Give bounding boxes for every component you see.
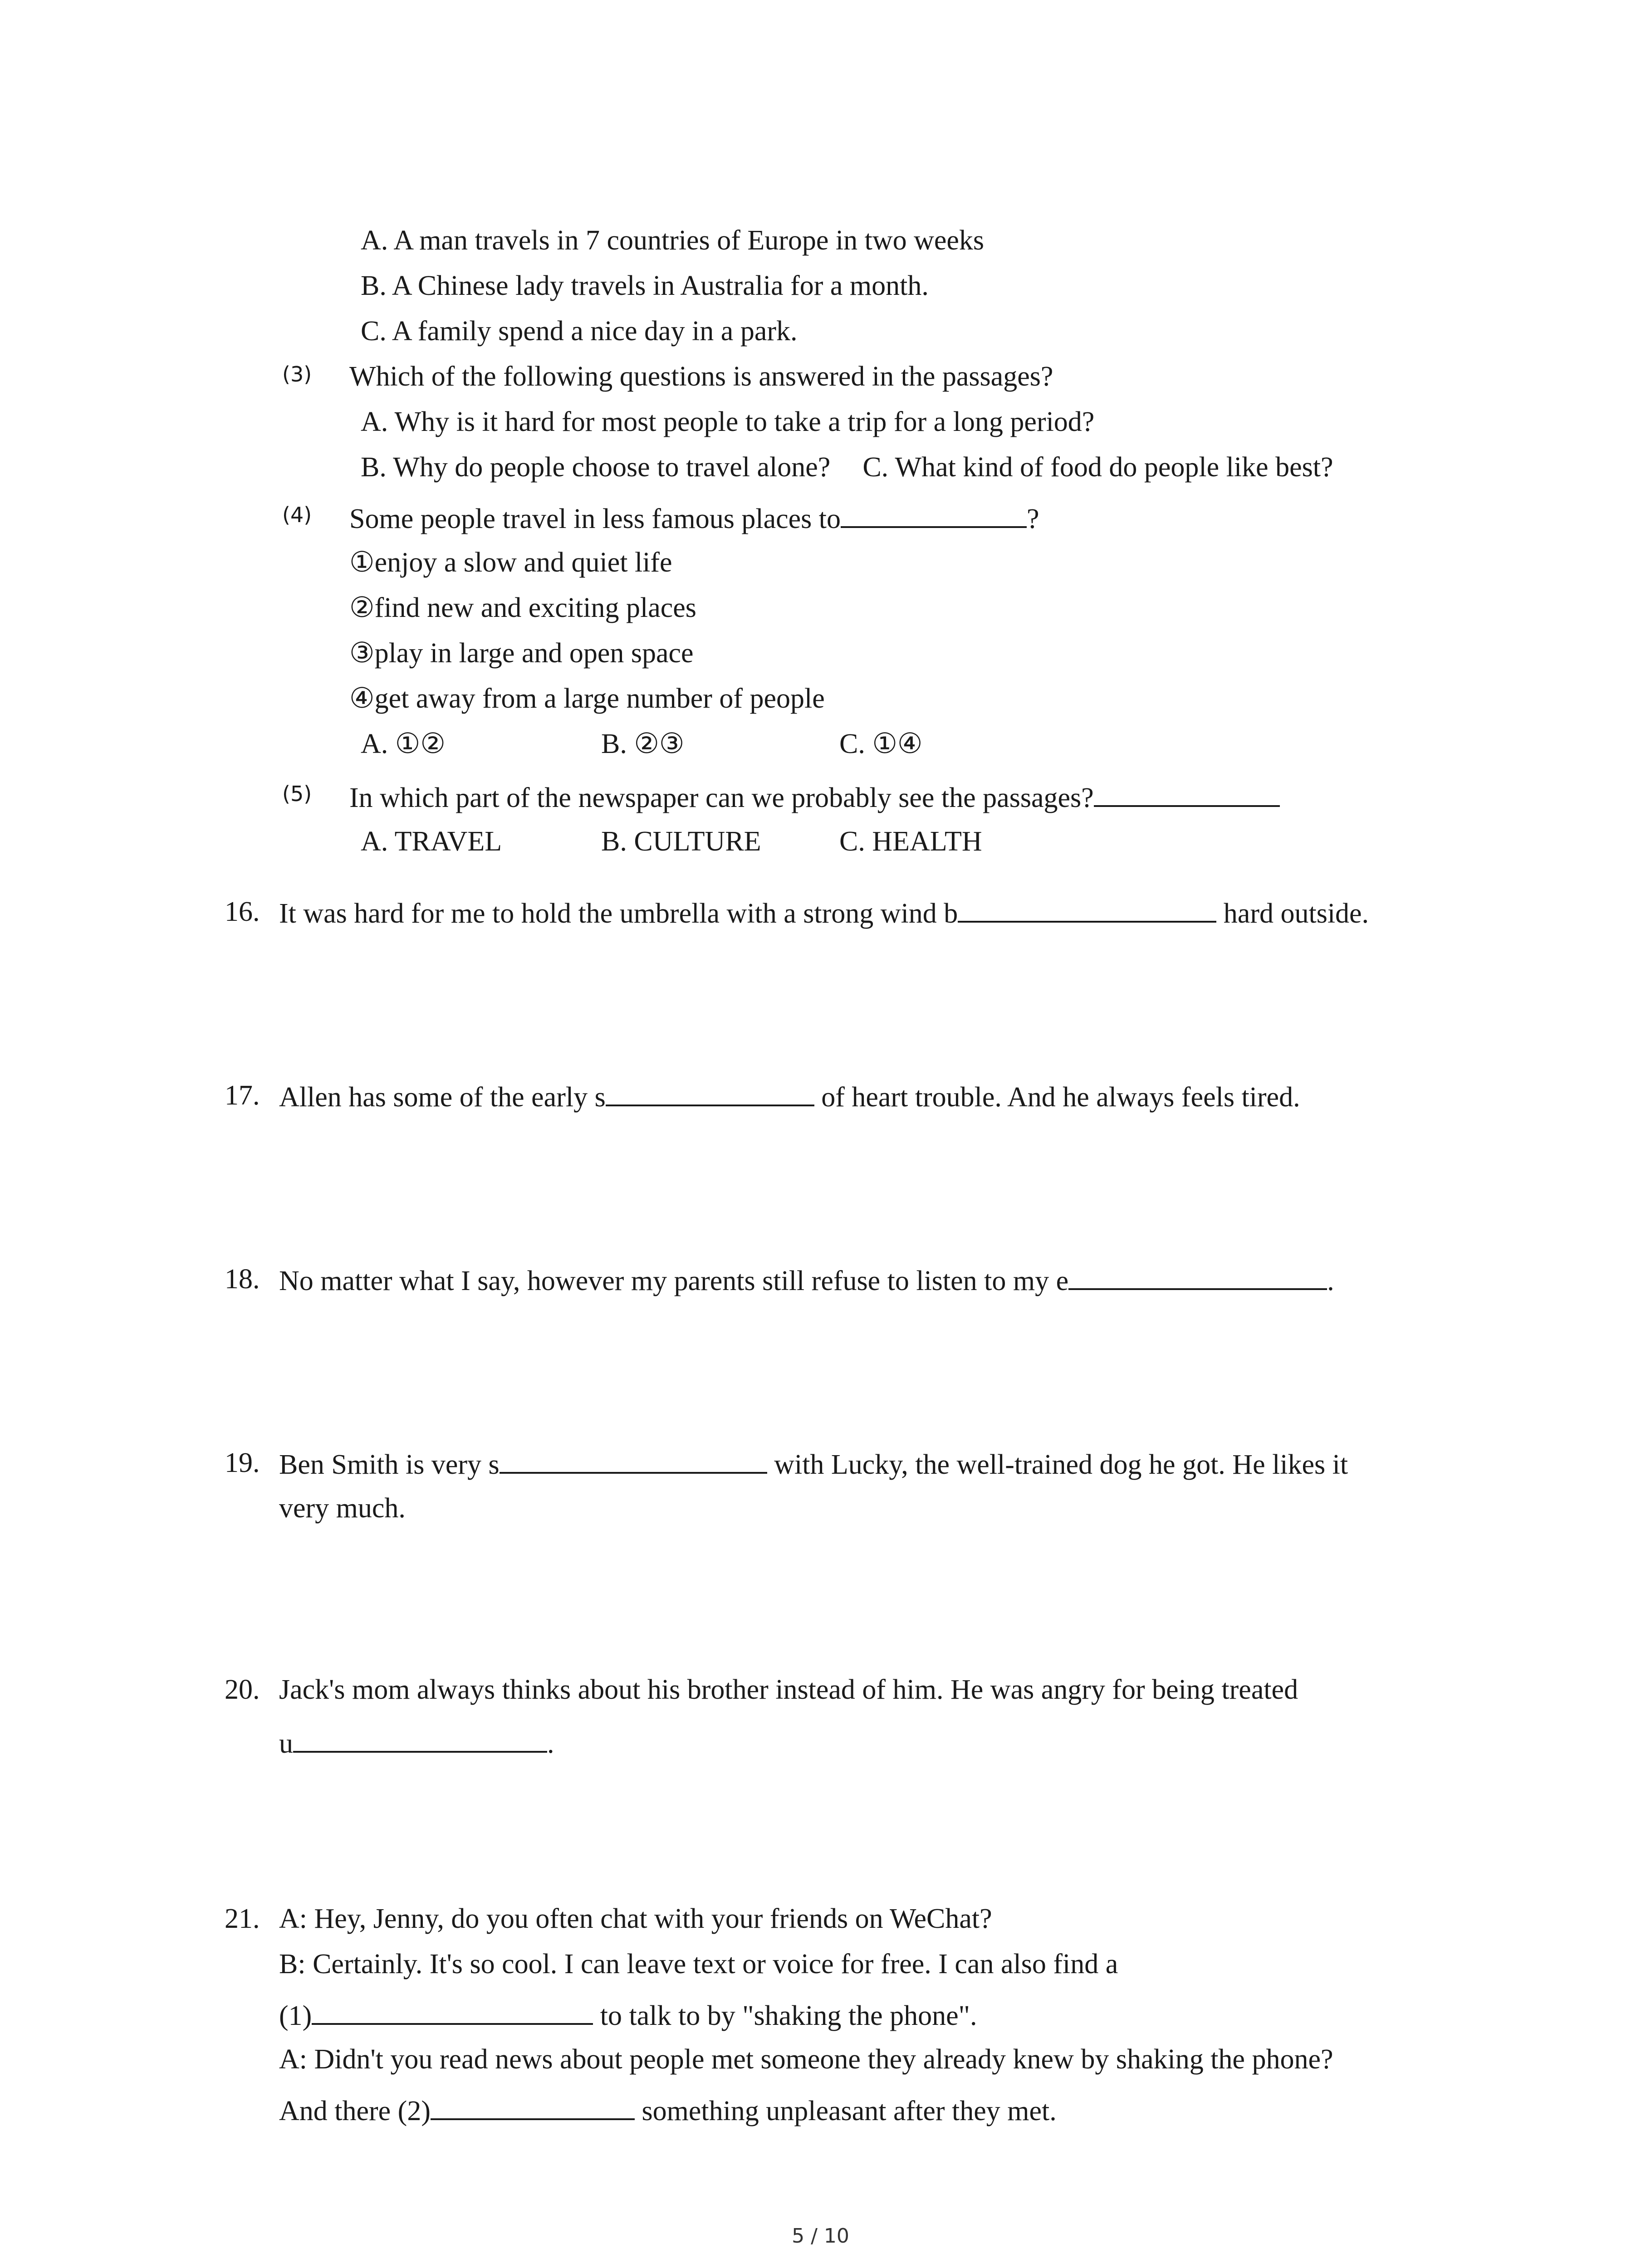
answer-blank[interactable] (1068, 1261, 1327, 1290)
answer-blank[interactable] (606, 1077, 814, 1106)
question-number: 16. (225, 896, 260, 927)
option-b: B. CULTURE (601, 826, 761, 857)
question-text (279, 1445, 1348, 1481)
dialogue-line (279, 1996, 977, 2032)
option-line: A. A man travels in 7 countries of Europe in two weeks (361, 225, 985, 256)
question-prompt: It was hard for me to hold the umbrella with a strong wind b (279, 898, 958, 929)
question-text (279, 1261, 1334, 1297)
question-prompt: No matter what I say, however my parents still refuse to listen to my e (279, 1266, 1069, 1296)
subquestion-prompt: Some people travel in less famous places to (349, 503, 841, 534)
question-prompt-end: with Lucky, the well-trained dog he got. He likes it (767, 1449, 1348, 1480)
choice-item: ③play in large and open space (349, 638, 694, 669)
dialogue-text: to talk to by "shaking the phone". (593, 2000, 977, 2031)
question-prompt: Ben Smith is very s (279, 1449, 500, 1480)
option-line (361, 449, 1333, 485)
blank-label: And there (2) (279, 2096, 431, 2126)
question-number: 19. (225, 1447, 260, 1478)
subquestion-marker: (3) (282, 362, 312, 386)
subquestion-text (349, 499, 1039, 535)
option-a: A. ①② (361, 728, 446, 759)
question-text-cont: very much. (279, 1493, 406, 1524)
dialogue-line (279, 2091, 1057, 2127)
choice-item: ②find new and exciting places (349, 592, 696, 623)
subquestion-text: Which of the following questions is answered in the passages? (349, 361, 1053, 392)
option-b: B. Why do people choose to travel alone? (361, 452, 831, 483)
option-a: A. TRAVEL (361, 826, 502, 857)
answer-blank[interactable] (1094, 778, 1280, 807)
answer-blank[interactable] (293, 1724, 547, 1753)
question-number: 18. (225, 1264, 260, 1295)
option-line (361, 726, 923, 762)
answer-blank[interactable] (958, 894, 1216, 923)
question-text (279, 1077, 1300, 1114)
question-prompt-end: . (1327, 1266, 1334, 1296)
question-number: 21. (225, 1903, 260, 1934)
answer-blank[interactable] (312, 1996, 593, 2025)
blank-label: (1) (279, 2000, 312, 2031)
dialogue-line: A: Hey, Jenny, do you often chat with your friends on WeChat? (279, 1903, 992, 1934)
question-text: Jack's mom always thinks about his brother instead of him. He was angry for being treated (279, 1674, 1298, 1705)
answer-blank[interactable] (500, 1445, 767, 1474)
dialogue-line: B: Certainly. It's so cool. I can leave text or voice for free. I can also find a (279, 1949, 1118, 1980)
option-c: C. HEALTH (839, 826, 982, 857)
question-number: 20. (225, 1674, 260, 1705)
question-mark: ? (1027, 503, 1039, 534)
question-prompt-end: hard outside. (1216, 898, 1369, 929)
question-prompt-end: . (547, 1728, 554, 1759)
subquestion-prompt: In which part of the newspaper can we probably see the passages? (349, 782, 1094, 813)
dialogue-line: A: Didn't you read news about people met someone they already knew by shaking the phone? (279, 2044, 1333, 2075)
subquestion-marker: (5) (282, 782, 312, 806)
option-c: C. What kind of food do people like best? (862, 452, 1333, 483)
option-line (361, 823, 982, 860)
question-number: 17. (225, 1080, 260, 1111)
question-prompt: Allen has some of the early s (279, 1082, 606, 1113)
choice-item: ①enjoy a slow and quiet life (349, 547, 672, 578)
question-prompt: u (279, 1728, 293, 1759)
option-line: B. A Chinese lady travels in Australia for a month. (361, 270, 929, 301)
subquestion-marker: (4) (282, 503, 312, 527)
dialogue-text: something unpleasant after they met. (634, 2096, 1057, 2126)
page-number: 5 / 10 (792, 2224, 849, 2248)
choice-item: ④get away from a large number of people (349, 683, 825, 714)
option-c: C. ①④ (839, 728, 923, 759)
question-prompt-end: of heart trouble. And he always feels tired. (814, 1082, 1300, 1113)
option-line: C. A family spend a nice day in a park. (361, 316, 798, 347)
subquestion-text (349, 778, 1280, 814)
question-text-cont (279, 1724, 554, 1760)
answer-blank[interactable] (841, 499, 1027, 528)
question-text (279, 894, 1369, 930)
answer-blank[interactable] (431, 2091, 635, 2120)
option-b: B. ②③ (601, 728, 685, 759)
option-line: A. Why is it hard for most people to take a trip for a long period? (361, 406, 1095, 437)
